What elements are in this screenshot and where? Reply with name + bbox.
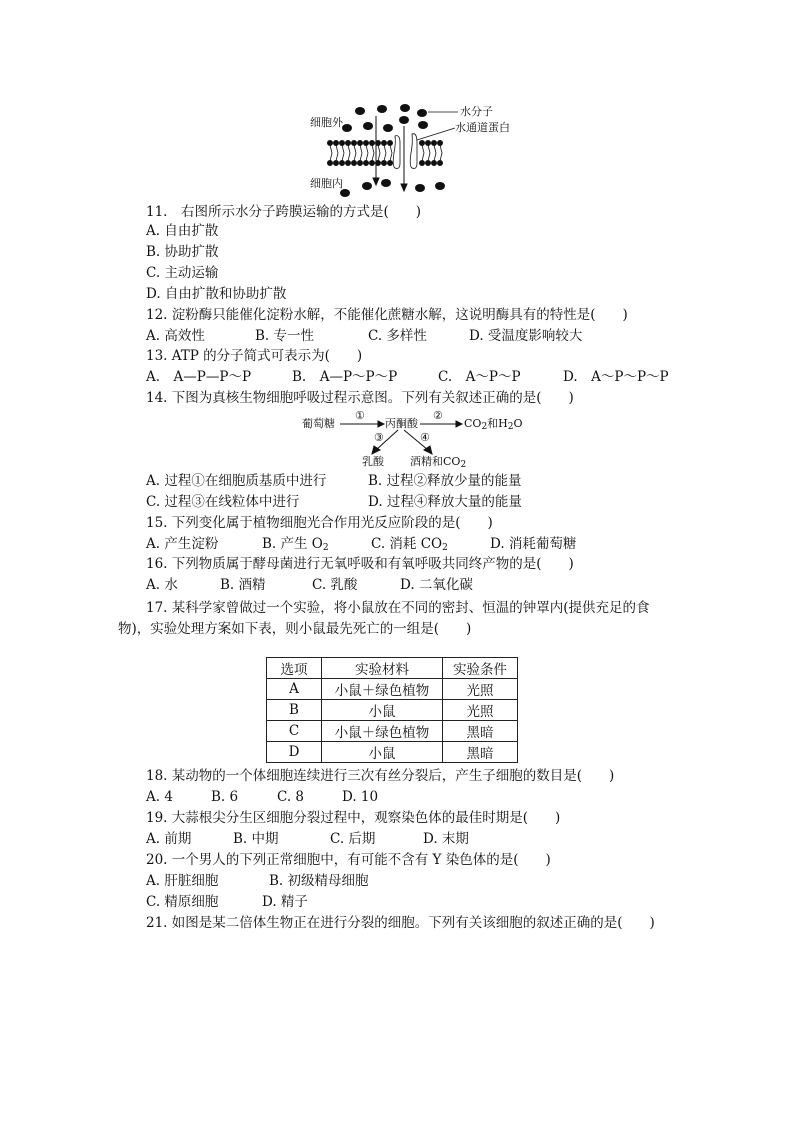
question-13-stem: 13. ATP 的分子简式可表示为( ) xyxy=(146,348,363,364)
table-row xyxy=(267,721,518,742)
question-20-option-d: D. 精子 xyxy=(262,894,308,910)
water-channel-figure xyxy=(300,98,530,198)
question-20-option-c: C. 精原细胞 xyxy=(146,894,219,910)
label-pyruvate: 丙酮酸 xyxy=(385,417,418,430)
question-19-option-d: D. 末期 xyxy=(423,831,469,847)
question-11-stem: 11. 右图所示水分子跨膜运输的方式是( ) xyxy=(146,204,422,220)
table-header-row xyxy=(267,658,518,679)
question-21-stem: 21. 如图是某二倍体生物正在进行分裂的细胞。下列有关该细胞的叙述正确的是( ) xyxy=(146,915,655,931)
table-cell: D xyxy=(267,742,322,763)
question-19-option-a: A. 前期 xyxy=(146,831,192,847)
question-18-option-d: D. 10 xyxy=(342,789,379,805)
question-11-option-a: A. 自由扩散 xyxy=(146,223,219,239)
question-18-option-b: B. 6 xyxy=(211,789,239,805)
table-cell: 小鼠 xyxy=(322,700,443,721)
table-header-cell: 实验条件 xyxy=(443,658,518,679)
question-12-option-c: C. 多样性 xyxy=(368,328,427,344)
question-16-option-d: D. 二氧化碳 xyxy=(400,577,473,593)
question-19-option-b: B. 中期 xyxy=(233,831,279,847)
question-12-option-d: D. 受温度影响较大 xyxy=(469,328,583,344)
question-12-option-b: B. 专一性 xyxy=(255,328,315,344)
question-15-option-d: D. 消耗葡萄糖 xyxy=(490,536,577,552)
experiment-table xyxy=(266,657,518,763)
question-13-option-d: D. A～P～P～P xyxy=(563,369,669,385)
table-cell: 小鼠＋绿色植物 xyxy=(322,679,443,700)
table-row xyxy=(267,679,518,700)
question-19-stem: 19. 大蒜根尖分生区细胞分裂过程中，观察染色体的最佳时期是( ) xyxy=(146,810,561,826)
question-18-option-c: C. 8 xyxy=(277,789,305,805)
question-20-stem: 20. 一个男人的下列正常细胞中，有可能不含有 Y 染色体的是( ) xyxy=(146,852,551,868)
label-step-1: ① xyxy=(355,409,365,422)
label-step-4: ④ xyxy=(420,431,430,444)
question-18-option-a: A. 4 xyxy=(146,789,173,805)
question-11-option-d: D. 自由扩散和协助扩散 xyxy=(146,286,287,302)
question-18-stem: 18. 某动物的一个体细胞连续进行三次有丝分裂后，产生子细胞的数目是( ) xyxy=(146,768,615,784)
respiration-diagram xyxy=(300,410,530,470)
question-14-option-b: B. 过程②释放少量的能量 xyxy=(368,473,522,489)
question-17-stem-line-2: 物)，实验处理方案如下表，则小鼠最先死亡的一组是( ) xyxy=(118,621,472,637)
table-cell: 黑暗 xyxy=(443,742,518,763)
question-19-option-c: C. 后期 xyxy=(330,831,376,847)
question-16-option-b: B. 酒精 xyxy=(220,577,266,593)
table-cell: C xyxy=(267,721,322,742)
table-cell: 小鼠 xyxy=(322,742,443,763)
question-15-option-a: A. 产生淀粉 xyxy=(146,536,219,552)
question-16-option-a: A. 水 xyxy=(146,577,178,593)
label-cell-inside: 细胞内 xyxy=(310,177,343,190)
question-13-option-b: B. A—P～P～P xyxy=(292,369,398,385)
label-water-channel-protein: 水通道蛋白 xyxy=(455,121,510,134)
question-20-option-a: A. 肝脏细胞 xyxy=(146,873,219,889)
question-16-stem: 16. 下列物质属于酵母菌进行无氧呼吸和有氧呼吸共同终产物的是( ) xyxy=(146,556,574,572)
table-cell: A xyxy=(267,679,322,700)
label-co2-h2o: $CO_2$和$H_2O$ xyxy=(464,417,523,432)
table-cell: B xyxy=(267,700,322,721)
table-cell: 光照 xyxy=(443,700,518,721)
question-14-option-a: A. 过程①在细胞质基质中进行 xyxy=(146,473,327,489)
table-header-cell: 选项 xyxy=(267,658,322,679)
label-lactic-acid: 乳酸 xyxy=(362,455,384,468)
table-cell: 小鼠＋绿色植物 xyxy=(322,721,443,742)
question-14-option-c: C. 过程③在线粒体中进行 xyxy=(146,494,300,510)
table-header-cell: 实验材料 xyxy=(322,658,443,679)
label-glucose: 葡萄糖 xyxy=(302,417,335,430)
question-14-option-d: D. 过程④释放大量的能量 xyxy=(368,494,522,510)
question-17-stem-line-1: 17. 某科学家曾做过一个实验，将小鼠放在不同的密封、恒温的钟罩内(提供充足的食 xyxy=(146,600,650,616)
question-16-option-c: C. 乳酸 xyxy=(312,577,358,593)
question-20-option-b: B. 初级精母细胞 xyxy=(269,873,369,889)
label-cell-outside: 细胞外 xyxy=(310,116,343,129)
table-cell: 黑暗 xyxy=(443,721,518,742)
label-step-3: ③ xyxy=(374,431,384,444)
label-step-2: ② xyxy=(433,409,443,422)
question-15-option-c: C. 消耗 $CO_2$ xyxy=(371,536,448,553)
question-11-option-b: B. 协助扩散 xyxy=(146,244,219,260)
question-13-option-a: A. A—P—P～P xyxy=(146,369,252,385)
table-cell: 光照 xyxy=(443,679,518,700)
question-15-stem: 15. 下列变化属于植物细胞光合作用光反应阶段的是( ) xyxy=(146,515,493,531)
question-13-option-c: C. A～P～P xyxy=(438,369,521,385)
question-11-option-c: C. 主动运输 xyxy=(146,265,219,281)
label-alcohol-co2: 酒精和$CO_2$ xyxy=(410,455,467,470)
table-row xyxy=(267,700,518,721)
question-14-stem: 14. 下图为真核生物细胞呼吸过程示意图。下列有关叙述正确的是( ) xyxy=(146,390,574,406)
question-15-option-b: B. 产生 $O_2$ xyxy=(262,536,329,553)
question-12-option-a: A. 高效性 xyxy=(146,328,205,344)
question-12-stem: 12. 淀粉酶只能催化淀粉水解，不能催化蔗糖水解，这说明酶具有的特性是( ) xyxy=(146,307,628,323)
table-row xyxy=(267,742,518,763)
label-water-molecule: 水分子 xyxy=(460,105,493,118)
